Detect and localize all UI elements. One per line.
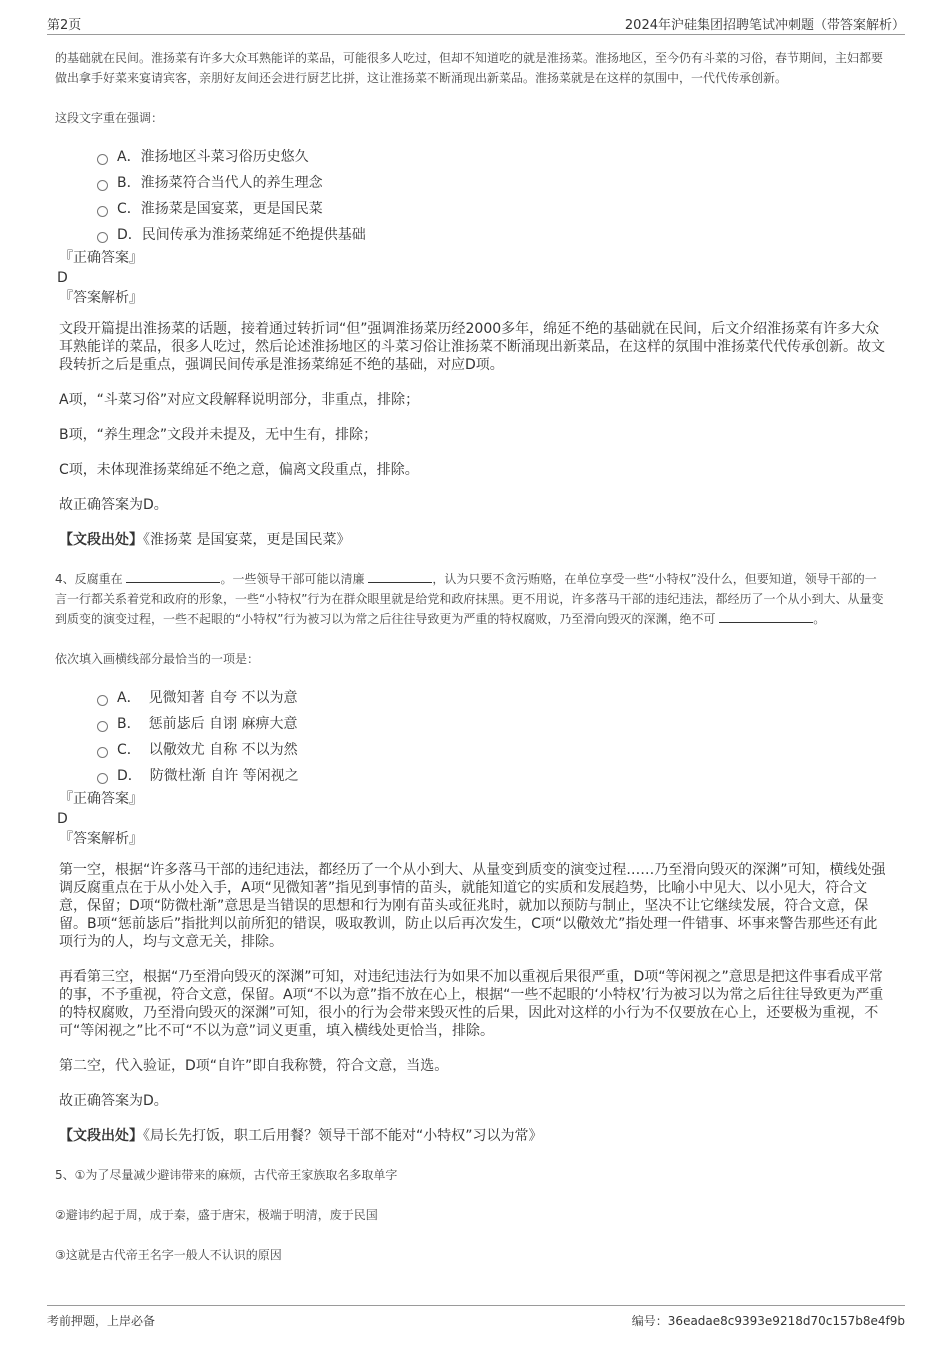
page-header bbox=[47, 12, 905, 35]
source-title: 《局长先打饭，职工后用餐？领导干部不能对“小特权”习以为常》 bbox=[143, 1128, 543, 1144]
option-text: 淮扬菜符合当代人的养生理念 bbox=[140, 175, 323, 191]
page-footer bbox=[47, 1305, 905, 1328]
radio-icon[interactable] bbox=[97, 721, 108, 732]
radio-icon[interactable] bbox=[97, 154, 108, 165]
option-letter: C． bbox=[117, 742, 141, 758]
radio-icon[interactable] bbox=[97, 180, 108, 191]
option-text: 淮扬地区斗菜习俗历史悠久 bbox=[140, 149, 309, 165]
option-letter: D． bbox=[117, 768, 142, 784]
radio-icon[interactable] bbox=[97, 695, 108, 706]
radio-icon[interactable] bbox=[97, 206, 108, 217]
q3-passage-end: 的基础就在民间。淮扬菜有许多大众耳熟能详的菜品，可能很多人吃过，但却不知道吃的就是淮扬菜。淮扬地区，至今仍有斗菜的习俗，春节期间，主妇都要做出拿手好菜来宴请宾客，亲朋好友间还会进行厨艺比拼，这让淮扬菜不断涌现出新菜品。淮扬菜就是在这样的氛围中，一代代传承创新。 bbox=[55, 51, 884, 85]
q5-item: ②避讳约起于周，成于秦，盛于唐宋，极端于明清，废于民国 bbox=[55, 1208, 378, 1222]
q4-option-b[interactable] bbox=[97, 711, 887, 737]
passage-text: 。一些领导干部可能以清廉 bbox=[220, 572, 365, 586]
question-number: 4、 bbox=[55, 572, 75, 586]
radio-icon[interactable] bbox=[97, 747, 108, 758]
q3-option-b[interactable] bbox=[97, 170, 887, 196]
document-id: 编号：36eadae8c9393e9218d70c157b8e4f9b bbox=[631, 1314, 905, 1328]
q4-option-a[interactable] bbox=[97, 685, 887, 711]
q4-option-c[interactable] bbox=[97, 737, 887, 763]
q4-passage bbox=[55, 569, 887, 629]
item-text: ①为了尽量减少避讳带来的麻烦，古代帝王家族取名多取单字 bbox=[74, 1168, 398, 1182]
q4-source bbox=[59, 1127, 887, 1145]
q4-options bbox=[97, 685, 887, 789]
q4-analysis-paragraph: 再看第三空，根据“乃至滑向毁灭的深渊”可知，对违纪违法行为如果不加以重视后果很严重，D项“等闲视之”意思是把这件事看成平常的事，不予重视，符合文意，保留。A项“不以为意”指不放在心上，根据“一些不起眼的‘小特权’行为被习以为常之后往往导致更为严重的特权腐败，乃至滑向毁灭的深渊”可知，很小的行为会带来毁灭性的后果，因此对这样的小行为不仅要放在心上，还要极为重视，不可“等闲视之”比不可“不以为意”词义更重，填入横线处更恰当，排除。 bbox=[59, 969, 884, 1039]
q3-source bbox=[59, 531, 887, 549]
option-text: 防微杜渐 自许 等闲视之 bbox=[149, 768, 299, 784]
option-text: 民间传承为淮扬菜绵延不绝提供基础 bbox=[141, 227, 366, 243]
footer-slogan: 考前押题，上岸必备 bbox=[47, 1314, 156, 1328]
option-text: 以儆效尤 自称 不以为然 bbox=[148, 742, 298, 758]
source-title: 《淮扬菜 是国宴菜，更是国民菜》 bbox=[143, 532, 351, 548]
q3-answer: D bbox=[57, 270, 68, 286]
q4-option-d[interactable] bbox=[97, 763, 887, 789]
q4-analysis-paragraph: 第二空，代入验证，D项“自许”即自我称赞，符合文意，当选。 bbox=[59, 1058, 449, 1074]
page-content bbox=[55, 48, 887, 1265]
q5-item bbox=[55, 1165, 887, 1185]
q5-item: ③这就是古代帝王名字一般人不认识的原因 bbox=[55, 1248, 282, 1262]
document-title: 2024年沪硅集团招聘笔试冲刺题（带答案解析） bbox=[624, 18, 905, 33]
fill-blank bbox=[368, 570, 432, 583]
q4-analysis-label: 『答案解析』 bbox=[59, 831, 143, 847]
q3-answer-label: 『正确答案』 bbox=[59, 250, 143, 266]
option-letter: D． bbox=[117, 227, 142, 243]
q3-analysis-paragraph: 故正确答案为D。 bbox=[59, 497, 168, 513]
fill-blank bbox=[719, 610, 813, 623]
passage-text: ，认为只要不贪污贿赂，在单位享受一些“小特权”没什么，但要知道，领导干部的一言一行都关系着党和政府的形象，一些“小特权”行为在群众眼里就是给党和政府抹黑。更不用说，许多落马干部的违纪违法，都经历了一个从小到大、从量变到质变的演变过程，一些不起眼的“小特权”行为被习以为常之后往往导致更为严重的特权腐败，乃至滑向毁灭的深渊，绝不可 bbox=[55, 572, 884, 626]
q3-analysis-paragraph: A项，“斗菜习俗”对应文段解释说明部分，非重点，排除； bbox=[59, 392, 420, 408]
q4-answer: D bbox=[57, 811, 68, 827]
q3-analysis-label: 『答案解析』 bbox=[59, 290, 143, 306]
q3-option-c[interactable] bbox=[97, 196, 887, 222]
option-letter: B． bbox=[117, 716, 141, 732]
q3-analysis-paragraph: C项，未体现淮扬菜绵延不绝之意，偏离文段重点，排除。 bbox=[59, 462, 419, 478]
q4-analysis-paragraph: 第一空，根据“许多落马干部的违纪违法，都经历了一个从小到大、从量变到质变的演变过程……乃至滑向毁灭的深渊”可知，横线处强调反腐重点在于从小处入手，A项“见微知著”指见到事情的苗头，就能知道它的实质和发展趋势，比喻小中见大、以小见大，符合文意，保留；D项“防微杜渐”意思是当错误的思想和行为刚有苗头或征兆时，就加以预防与制止，坚决不让它继续发展，符合文意，保留。B项“惩前毖后”指批判以前所犯的错误，吸取教训，防止以后再次发生，C项“以儆效尤”指处理一件错事、坏事来警告那些还有此项行为的人，均与文意无关，排除。 bbox=[59, 862, 886, 950]
source-label: 【文段出处】 bbox=[59, 532, 143, 548]
option-letter: C． bbox=[117, 201, 141, 217]
q3-analysis-paragraph: 文段开篇提出淮扬菜的话题，接着通过转折词“但”强调淮扬菜历经2000多年，绵延不绝的基础就在民间，后文介绍淮扬菜有许多大众耳熟能详的菜品，很多人吃过，然后论述淮扬地区的斗菜习俗让淮扬菜不断涌现出新菜品，在这样的氛围中淮扬菜代代传承创新。故文段转折之后是重点，强调民间传承是淮扬菜绵延不绝的基础，对应D项。 bbox=[59, 321, 885, 373]
option-letter: A． bbox=[117, 690, 141, 706]
option-text: 惩前毖后 自诩 麻痹大意 bbox=[148, 716, 298, 732]
option-text: 见微知著 自夸 不以为意 bbox=[148, 690, 298, 706]
q3-options bbox=[97, 144, 887, 248]
option-text: 淮扬菜是国宴菜，更是国民菜 bbox=[140, 201, 323, 217]
radio-icon[interactable] bbox=[97, 232, 108, 243]
q4-analysis-paragraph: 故正确答案为D。 bbox=[59, 1093, 168, 1109]
question-number: 5、 bbox=[55, 1168, 75, 1182]
radio-icon[interactable] bbox=[97, 773, 108, 784]
page-number: 第2页 bbox=[47, 18, 82, 33]
passage-text: 反腐重在 bbox=[74, 572, 123, 586]
q4-answer-label: 『正确答案』 bbox=[59, 791, 143, 807]
source-label: 【文段出处】 bbox=[59, 1128, 143, 1144]
option-letter: B． bbox=[117, 175, 141, 191]
q3-analysis-paragraph: B项，“养生理念”文段并未提及，无中生有，排除； bbox=[59, 427, 378, 443]
q3-stem: 这段文字重在强调： bbox=[55, 111, 164, 125]
q4-stem: 依次填入画横线部分最恰当的一项是： bbox=[55, 652, 260, 666]
passage-text: 。 bbox=[813, 612, 826, 626]
q3-option-d[interactable] bbox=[97, 222, 887, 248]
fill-blank bbox=[126, 570, 220, 583]
option-letter: A． bbox=[117, 149, 141, 165]
q3-option-a[interactable] bbox=[97, 144, 887, 170]
